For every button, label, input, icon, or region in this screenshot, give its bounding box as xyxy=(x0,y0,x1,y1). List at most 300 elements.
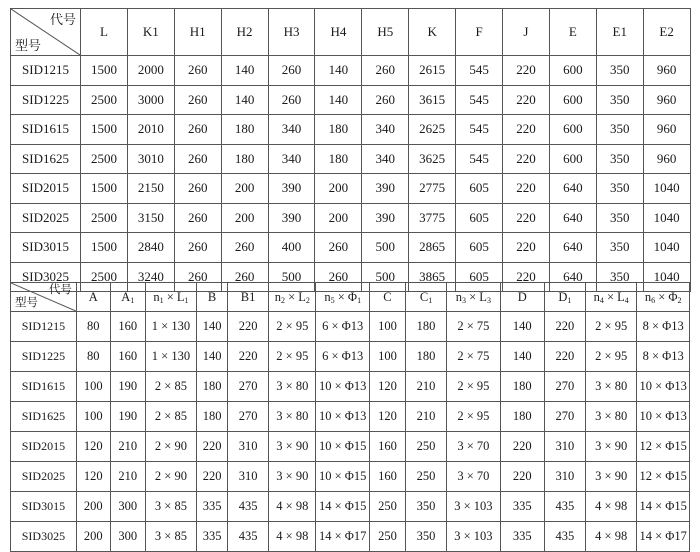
value-cell: 270 xyxy=(228,402,269,432)
value-cell: 390 xyxy=(362,174,409,204)
value-cell: 310 xyxy=(228,432,269,462)
value-cell: 80 xyxy=(76,312,110,342)
model-label: 型号 xyxy=(15,296,38,309)
value-cell: 220 xyxy=(228,312,269,342)
value-cell: 220 xyxy=(503,203,550,233)
value-cell: 210 xyxy=(405,372,446,402)
value-cell: 160 xyxy=(369,462,405,492)
model-cell: SID2015 xyxy=(11,174,81,204)
value-cell: 4 × 98 xyxy=(269,522,316,552)
value-cell: 260 xyxy=(268,85,315,115)
value-cell: 3 × 80 xyxy=(269,372,316,402)
value-cell: 435 xyxy=(544,522,585,552)
value-cell: 1040 xyxy=(643,174,690,204)
value-cell: 605 xyxy=(456,233,503,263)
value-cell: 180 xyxy=(315,115,362,145)
value-cell: 210 xyxy=(110,432,145,462)
header-symbol: n xyxy=(644,289,652,304)
model-label: 型号 xyxy=(15,38,42,53)
value-cell: 350 xyxy=(405,522,446,552)
header-symbol: × L xyxy=(466,289,487,304)
value-cell: 260 xyxy=(174,144,221,174)
value-cell: 2 × 75 xyxy=(447,312,500,342)
column-header xyxy=(405,283,446,312)
value-cell: 2 × 85 xyxy=(145,372,196,402)
value-cell: 310 xyxy=(228,462,269,492)
value-cell: 200 xyxy=(76,522,110,552)
header-subscript: 2 xyxy=(280,295,285,305)
table-row xyxy=(11,144,691,174)
value-cell: 220 xyxy=(197,432,228,462)
value-cell: 2500 xyxy=(81,85,128,115)
value-cell: 200 xyxy=(315,203,362,233)
column-header xyxy=(145,283,196,312)
value-cell: 435 xyxy=(228,492,269,522)
header-subscript: 2 xyxy=(677,295,682,305)
value-cell: 3 × 90 xyxy=(269,432,316,462)
value-cell: 270 xyxy=(544,402,585,432)
value-cell: 435 xyxy=(228,522,269,552)
value-cell: 160 xyxy=(110,312,145,342)
value-cell: 100 xyxy=(76,372,110,402)
value-cell: 220 xyxy=(544,312,585,342)
value-cell: 160 xyxy=(369,432,405,462)
value-cell: 260 xyxy=(174,56,221,86)
column-header xyxy=(197,283,228,312)
value-cell: 220 xyxy=(503,85,550,115)
value-cell: 8 × Φ13 xyxy=(637,342,690,372)
value-cell: 220 xyxy=(503,174,550,204)
value-cell: 2 × 95 xyxy=(269,312,316,342)
value-cell: 260 xyxy=(221,262,268,292)
column-header xyxy=(316,283,369,312)
value-cell: 14 × Φ15 xyxy=(637,492,690,522)
value-cell: 2865 xyxy=(409,233,456,263)
value-cell: 10 × Φ13 xyxy=(316,402,369,432)
value-cell: 260 xyxy=(221,233,268,263)
value-cell: 180 xyxy=(500,402,544,432)
value-cell: 600 xyxy=(549,115,596,145)
model-cell: SID1215 xyxy=(11,56,81,86)
column-header: J xyxy=(503,9,550,56)
header-symbol: n xyxy=(593,289,600,304)
table-row xyxy=(11,372,690,402)
value-cell: 3 × 90 xyxy=(269,462,316,492)
value-cell: 350 xyxy=(596,262,643,292)
value-cell: 335 xyxy=(500,492,544,522)
header-subscript: 1 xyxy=(159,295,164,305)
header-symbol: C xyxy=(419,289,429,304)
value-cell: 120 xyxy=(76,432,110,462)
table-row xyxy=(11,233,691,263)
header-subscript: 4 xyxy=(624,295,629,305)
column-header: E xyxy=(549,9,596,56)
value-cell: 2 × 90 xyxy=(145,432,196,462)
value-cell: 600 xyxy=(549,56,596,86)
value-cell: 140 xyxy=(197,342,228,372)
value-cell: 350 xyxy=(596,144,643,174)
value-cell: 3 × 85 xyxy=(145,492,196,522)
value-cell: 3 × 103 xyxy=(447,492,500,522)
value-cell: 350 xyxy=(596,56,643,86)
value-cell: 220 xyxy=(503,115,550,145)
value-cell: 220 xyxy=(503,233,550,263)
value-cell: 1 × 130 xyxy=(145,342,196,372)
value-cell: 210 xyxy=(405,402,446,432)
value-cell: 140 xyxy=(500,342,544,372)
table-row xyxy=(11,462,690,492)
value-cell: 3 × 70 xyxy=(447,462,500,492)
value-cell: 220 xyxy=(503,56,550,86)
column-header: H2 xyxy=(221,9,268,56)
column-header xyxy=(500,283,544,312)
dimension-table-1 xyxy=(10,8,691,292)
column-header: H1 xyxy=(174,9,221,56)
value-cell: 300 xyxy=(110,522,145,552)
column-header xyxy=(110,283,145,312)
header-subscript: 1 xyxy=(567,295,572,305)
value-cell: 180 xyxy=(221,144,268,174)
value-cell: 1500 xyxy=(81,115,128,145)
column-header: H5 xyxy=(362,9,409,56)
value-cell: 3010 xyxy=(127,144,174,174)
header-subscript: 3 xyxy=(486,295,491,305)
model-cell: SID3025 xyxy=(11,262,81,292)
table-row xyxy=(11,432,690,462)
value-cell: 3 × 80 xyxy=(585,402,636,432)
value-cell: 960 xyxy=(643,144,690,174)
value-cell: 310 xyxy=(544,462,585,492)
value-cell: 220 xyxy=(197,462,228,492)
value-cell: 400 xyxy=(268,233,315,263)
value-cell: 310 xyxy=(544,432,585,462)
value-cell: 220 xyxy=(544,342,585,372)
value-cell: 4 × 98 xyxy=(585,522,636,552)
value-cell: 140 xyxy=(500,312,544,342)
value-cell: 605 xyxy=(456,203,503,233)
value-cell: 1 × 130 xyxy=(145,312,196,342)
value-cell: 260 xyxy=(174,203,221,233)
corner-header-cell xyxy=(11,283,77,312)
table-row xyxy=(11,85,691,115)
header-subscript: 4 xyxy=(599,295,604,305)
value-cell: 100 xyxy=(369,312,405,342)
value-cell: 12 × Φ15 xyxy=(637,462,690,492)
header-subscript: 1 xyxy=(184,295,189,305)
value-cell: 260 xyxy=(362,85,409,115)
value-cell: 3240 xyxy=(127,262,174,292)
column-header xyxy=(269,283,316,312)
value-cell: 250 xyxy=(369,492,405,522)
value-cell: 545 xyxy=(456,56,503,86)
value-cell: 2 × 75 xyxy=(447,342,500,372)
value-cell: 340 xyxy=(362,115,409,145)
value-cell: 180 xyxy=(315,144,362,174)
value-cell: 3 × 80 xyxy=(269,402,316,432)
value-cell: 960 xyxy=(643,56,690,86)
value-cell: 190 xyxy=(110,372,145,402)
value-cell: 14 × Φ15 xyxy=(316,492,369,522)
value-cell: 140 xyxy=(315,85,362,115)
model-cell: SID3015 xyxy=(11,233,81,263)
header-symbol: B1 xyxy=(240,289,256,304)
value-cell: 600 xyxy=(549,144,596,174)
header-row xyxy=(11,283,690,312)
column-header xyxy=(447,283,500,312)
value-cell: 3 × 70 xyxy=(447,432,500,462)
code-label: 代号 xyxy=(48,284,72,296)
value-cell: 340 xyxy=(268,144,315,174)
header-symbol: × L xyxy=(163,289,185,304)
model-cell: SID1225 xyxy=(11,342,77,372)
header-subscript: 1 xyxy=(428,295,433,305)
header-symbol: × L xyxy=(284,289,306,304)
value-cell: 640 xyxy=(549,174,596,204)
model-cell: SID2015 xyxy=(11,432,77,462)
value-cell: 3 × 85 xyxy=(145,522,196,552)
column-header xyxy=(585,283,636,312)
value-cell: 270 xyxy=(544,372,585,402)
header-symbol: n xyxy=(274,289,281,304)
header-subscript: 1 xyxy=(357,295,362,305)
header-symbol: n xyxy=(324,289,331,304)
header-symbol: × L xyxy=(603,289,625,304)
value-cell: 2 × 95 xyxy=(269,342,316,372)
value-cell: 4 × 98 xyxy=(585,492,636,522)
value-cell: 2 × 95 xyxy=(447,402,500,432)
model-cell: SID1615 xyxy=(11,372,77,402)
value-cell: 14 × Φ17 xyxy=(637,522,690,552)
value-cell: 4 × 98 xyxy=(269,492,316,522)
value-cell: 80 xyxy=(76,342,110,372)
model-cell: SID2025 xyxy=(11,203,81,233)
value-cell: 2615 xyxy=(409,56,456,86)
value-cell: 350 xyxy=(596,203,643,233)
value-cell: 3615 xyxy=(409,85,456,115)
value-cell: 160 xyxy=(110,342,145,372)
value-cell: 10 × Φ13 xyxy=(637,402,690,432)
value-cell: 8 × Φ13 xyxy=(637,312,690,342)
value-cell: 190 xyxy=(110,402,145,432)
value-cell: 340 xyxy=(362,144,409,174)
value-cell: 10 × Φ13 xyxy=(316,372,369,402)
value-cell: 200 xyxy=(76,492,110,522)
model-cell: SID3015 xyxy=(11,492,77,522)
value-cell: 260 xyxy=(268,56,315,86)
value-cell: 10 × Φ15 xyxy=(316,462,369,492)
value-cell: 220 xyxy=(500,432,544,462)
value-cell: 270 xyxy=(228,372,269,402)
value-cell: 260 xyxy=(174,233,221,263)
value-cell: 2000 xyxy=(127,56,174,86)
value-cell: 3 × 90 xyxy=(585,462,636,492)
value-cell: 140 xyxy=(221,56,268,86)
value-cell: 1500 xyxy=(81,174,128,204)
value-cell: 3 × 103 xyxy=(447,522,500,552)
value-cell: 3000 xyxy=(127,85,174,115)
value-cell: 180 xyxy=(197,402,228,432)
model-cell: SID1625 xyxy=(11,402,77,432)
value-cell: 120 xyxy=(369,372,405,402)
value-cell: 180 xyxy=(197,372,228,402)
model-cell: SID2025 xyxy=(11,462,77,492)
column-header: H4 xyxy=(315,9,362,56)
value-cell: 260 xyxy=(315,262,362,292)
value-cell: 545 xyxy=(456,85,503,115)
value-cell: 335 xyxy=(197,492,228,522)
value-cell: 2 × 85 xyxy=(145,402,196,432)
value-cell: 250 xyxy=(405,462,446,492)
table-row xyxy=(11,342,690,372)
value-cell: 500 xyxy=(362,233,409,263)
value-cell: 2 × 95 xyxy=(585,312,636,342)
header-symbol: B xyxy=(207,289,217,304)
value-cell: 1500 xyxy=(81,233,128,263)
column-header xyxy=(228,283,269,312)
table-row xyxy=(11,115,691,145)
value-cell: 3 × 90 xyxy=(585,432,636,462)
value-cell: 390 xyxy=(268,174,315,204)
table-row xyxy=(11,522,690,552)
value-cell: 2775 xyxy=(409,174,456,204)
header-subscript: 1 xyxy=(130,295,135,305)
value-cell: 2500 xyxy=(81,203,128,233)
value-cell: 180 xyxy=(500,372,544,402)
value-cell: 3865 xyxy=(409,262,456,292)
value-cell: 2010 xyxy=(127,115,174,145)
value-cell: 12 × Φ15 xyxy=(637,432,690,462)
value-cell: 250 xyxy=(405,432,446,462)
value-cell: 100 xyxy=(76,402,110,432)
header-symbol: n xyxy=(455,289,462,304)
value-cell: 2500 xyxy=(81,262,128,292)
table-row xyxy=(11,312,690,342)
column-header: E1 xyxy=(596,9,643,56)
value-cell: 220 xyxy=(228,342,269,372)
header-row xyxy=(11,9,691,56)
header-subscript: 2 xyxy=(305,295,310,305)
value-cell: 210 xyxy=(110,462,145,492)
value-cell: 300 xyxy=(110,492,145,522)
column-header xyxy=(637,283,690,312)
header-symbol: C xyxy=(383,289,392,304)
value-cell: 545 xyxy=(456,144,503,174)
value-cell: 605 xyxy=(456,262,503,292)
code-label: 代号 xyxy=(49,12,76,27)
value-cell: 435 xyxy=(544,492,585,522)
value-cell: 200 xyxy=(221,174,268,204)
value-cell: 180 xyxy=(405,312,446,342)
header-symbol: × Φ xyxy=(334,289,358,304)
value-cell: 960 xyxy=(643,115,690,145)
table-row xyxy=(11,203,691,233)
value-cell: 545 xyxy=(456,115,503,145)
value-cell: 960 xyxy=(643,85,690,115)
value-cell: 2 × 95 xyxy=(447,372,500,402)
value-cell: 200 xyxy=(315,174,362,204)
value-cell: 2 × 90 xyxy=(145,462,196,492)
model-cell: SID3025 xyxy=(11,522,77,552)
column-header: E2 xyxy=(643,9,690,56)
value-cell: 10 × Φ13 xyxy=(637,372,690,402)
value-cell: 350 xyxy=(596,85,643,115)
value-cell: 250 xyxy=(369,522,405,552)
value-cell: 260 xyxy=(174,115,221,145)
value-cell: 500 xyxy=(362,262,409,292)
value-cell: 1040 xyxy=(643,203,690,233)
value-cell: 200 xyxy=(221,203,268,233)
value-cell: 2150 xyxy=(127,174,174,204)
column-header: H3 xyxy=(268,9,315,56)
header-symbol: D xyxy=(558,289,568,304)
model-cell: SID1225 xyxy=(11,85,81,115)
value-cell: 390 xyxy=(362,203,409,233)
value-cell: 640 xyxy=(549,262,596,292)
value-cell: 220 xyxy=(503,262,550,292)
column-header: L xyxy=(81,9,128,56)
column-header xyxy=(369,283,405,312)
header-subscript: 6 xyxy=(651,295,656,305)
value-cell: 100 xyxy=(369,342,405,372)
value-cell: 350 xyxy=(596,174,643,204)
value-cell: 180 xyxy=(221,115,268,145)
value-cell: 1500 xyxy=(81,56,128,86)
column-header: K1 xyxy=(127,9,174,56)
value-cell: 140 xyxy=(221,85,268,115)
value-cell: 1040 xyxy=(643,233,690,263)
value-cell: 335 xyxy=(197,522,228,552)
value-cell: 220 xyxy=(503,144,550,174)
value-cell: 3150 xyxy=(127,203,174,233)
value-cell: 14 × Φ17 xyxy=(316,522,369,552)
value-cell: 640 xyxy=(549,233,596,263)
value-cell: 3625 xyxy=(409,144,456,174)
column-header: F xyxy=(456,9,503,56)
column-header xyxy=(76,283,110,312)
value-cell: 140 xyxy=(197,312,228,342)
value-cell: 2840 xyxy=(127,233,174,263)
table-row xyxy=(11,56,691,86)
value-cell: 350 xyxy=(596,115,643,145)
value-cell: 3 × 80 xyxy=(585,372,636,402)
header-subscript: 3 xyxy=(462,295,466,305)
value-cell: 260 xyxy=(362,56,409,86)
table-row xyxy=(11,174,691,204)
table-row xyxy=(11,402,690,432)
value-cell: 2625 xyxy=(409,115,456,145)
value-cell: 220 xyxy=(500,462,544,492)
model-cell: SID1625 xyxy=(11,144,81,174)
header-symbol: × Φ xyxy=(655,289,678,304)
header-subscript: 5 xyxy=(330,295,335,305)
value-cell: 2 × 95 xyxy=(585,342,636,372)
value-cell: 640 xyxy=(549,203,596,233)
value-cell: 390 xyxy=(268,203,315,233)
header-symbol: n xyxy=(153,289,160,304)
dimension-table-2 xyxy=(10,282,690,552)
value-cell: 260 xyxy=(174,174,221,204)
value-cell: 140 xyxy=(315,56,362,86)
value-cell: 6 × Φ13 xyxy=(316,312,369,342)
value-cell: 500 xyxy=(268,262,315,292)
value-cell: 600 xyxy=(549,85,596,115)
table-row xyxy=(11,492,690,522)
value-cell: 335 xyxy=(500,522,544,552)
header-symbol: A xyxy=(121,289,131,304)
header-symbol: D xyxy=(517,289,527,304)
value-cell: 180 xyxy=(405,342,446,372)
value-cell: 350 xyxy=(405,492,446,522)
